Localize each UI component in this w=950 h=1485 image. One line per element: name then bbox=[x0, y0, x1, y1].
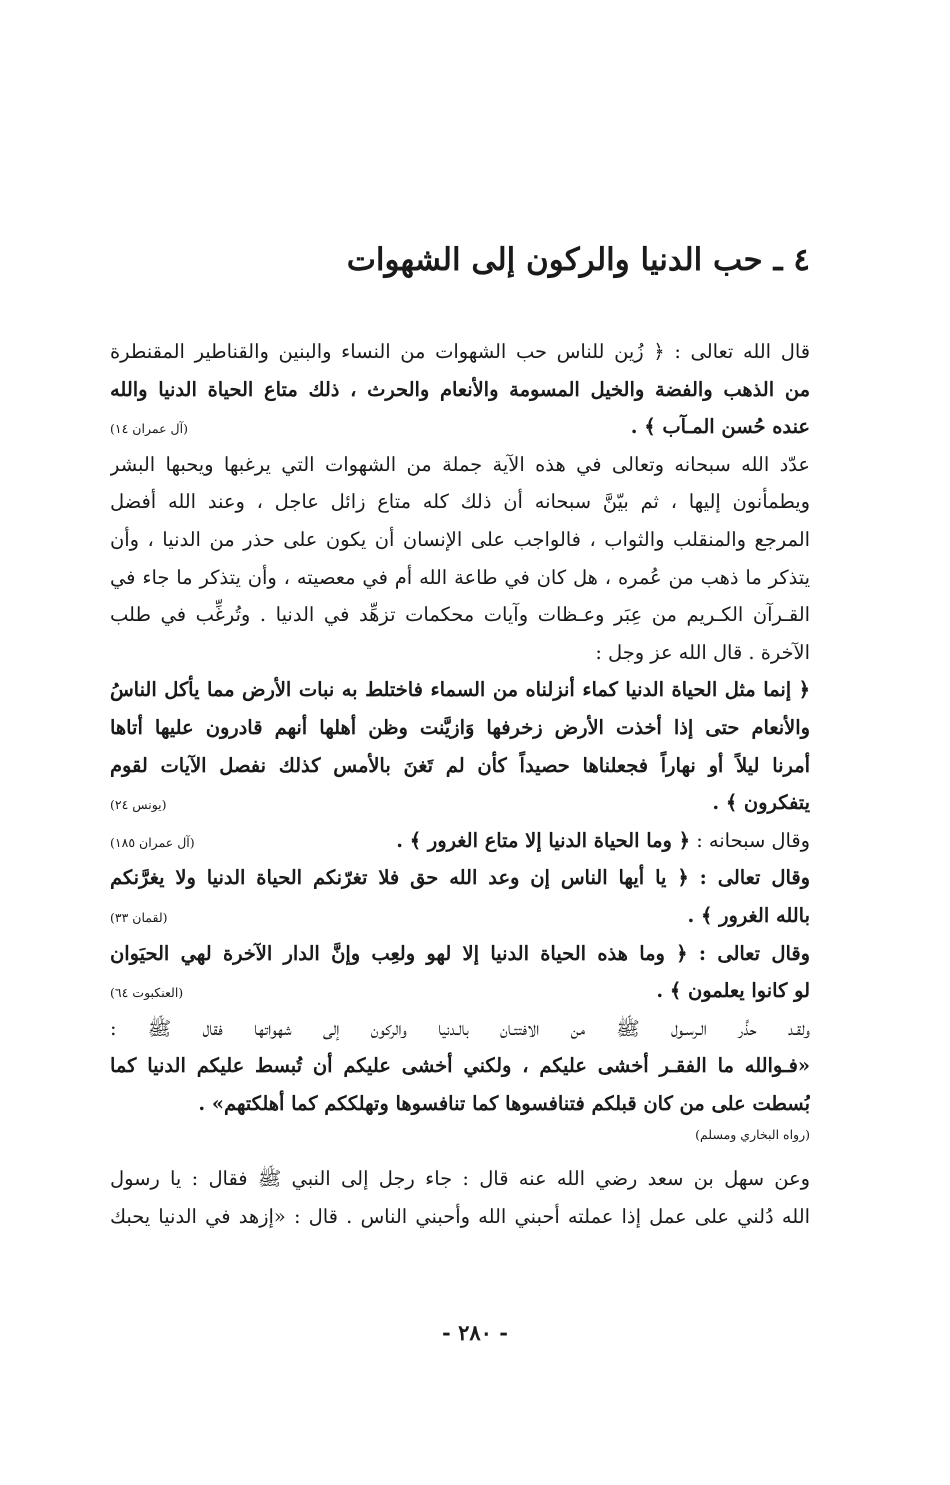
hadith-line: بُسطت على من كان قبلكم فتنافسوها كما تنافسوها وتهلككم كما أهلكتهم» . bbox=[198, 1091, 810, 1115]
verse-line: وقال تعالى : ﴿ وما هذه الحياة الدنيا إلا لهو ولعِب وإنَّ الدار الآخرة لهي الحيَوان bbox=[110, 941, 810, 965]
verse-reference: (آل عمران ١٨٥) bbox=[110, 834, 195, 850]
verse-line: وقال تعالى : ﴿ يا أيها الناس إن وعد الله حق فلا تغرّنكم الحياة الدنيا ولا يغرَّنكم bbox=[110, 866, 810, 890]
verse-reference: (العنكبوت ٦٤) bbox=[110, 985, 184, 1001]
verse-end: بالله الغرور ﴾ . bbox=[687, 903, 810, 927]
text-line: عدّد الله سبحانه وتعالى في هذه الآية جملة من الشهوات التي يرغبها ويحبها البشر bbox=[110, 452, 810, 476]
text-line: ولقـد حذَّر الـرسـول ﷺ من الافتتـان بالـدنيا والركون إلى شهواتها فقال ﷺ : bbox=[110, 1016, 810, 1040]
text-line bbox=[110, 784, 810, 822]
text-line bbox=[110, 897, 810, 935]
page-body bbox=[110, 333, 810, 1236]
verse-end: عنده حُسن المـآب ﴾ . bbox=[630, 415, 810, 439]
verse-reference: (آل عمران ١٤) bbox=[110, 421, 188, 437]
section-title: ٤ ـ حب الدنيا والركون إلى الشهوات bbox=[346, 242, 810, 278]
text-line bbox=[110, 822, 810, 860]
verse-end: لو كانوا يعلمون ﴾ . bbox=[656, 979, 810, 1003]
text-line: القـرآن الكـريم من عِبَر وعـظات وآيات محكمات تزهِّد في الدنيا . وتُرغِّب في طلب bbox=[110, 603, 810, 627]
text-line: من الذهب والفضة والخيل المسومة والأنعام والحرث ، ذلك متاع الحياة الدنيا والله bbox=[110, 377, 810, 401]
verse-text: ﴿ وما الحياة الدنيا إلا متاع الغرور ﴾ . bbox=[396, 828, 691, 852]
verse-end: يتفكرون ﴾ . bbox=[712, 791, 810, 815]
text-line: ويطمأنون إليها ، ثم بيّنَّ سبحانه أن ذلك كله متاع زائل عاجل ، وعند الله أفضل bbox=[110, 490, 810, 514]
text-line: الله دُلني على عمل إذا عملته أحبني الله وأحبني الناس . قال : «إزهد في الدنيا يحبك bbox=[110, 1205, 810, 1229]
verse-line: والأنعام حتى إذا أخذت الأرض زخرفها وَازيَّنت وظن أهلها أنهم قادرون عليها أتاها bbox=[110, 715, 810, 739]
hadith-source: (رواه البخاري ومسلم) bbox=[695, 1127, 810, 1143]
verse-intro bbox=[396, 822, 810, 860]
spacer bbox=[110, 1148, 810, 1160]
verse-reference: (لقمان ٣٣) bbox=[110, 909, 168, 925]
text-line: الآخرة . قال الله عز وجل : bbox=[595, 640, 810, 664]
text-line: يتذكر ما ذهب من عُمره ، هل كان في طاعة الله أم في معصيته ، وأن يتذكر ما جاء في bbox=[110, 565, 810, 589]
text-line: المرجع والمنقلب والثواب ، فالواجب على الإنسان أن يكون على حذر من الدنيا ، وأن bbox=[110, 527, 810, 551]
verse-line: ﴿ إنما مثل الحياة الدنيا كماء أنزلناه من السماء فاختلط به نبات الأرض مما يأكل الناسُ bbox=[110, 678, 810, 702]
text-line: قال الله تعالى : ﴿ زُين للناس حب الشهوات من النساء والبنين والقناطير المقنطرة bbox=[110, 340, 810, 363]
verse-line: أمرنا ليلاً أو نهاراً فجعلناها حصيداً كأن لم تَغنَ بالأمس كذلك نفصل الآيات لقوم bbox=[110, 753, 810, 777]
text-line: وعن سهل بن سعد رضي الله عنه قال : جاء رجل إلى النبي ﷺ فقال : يا رسول bbox=[110, 1167, 810, 1191]
text-line bbox=[110, 972, 810, 1010]
hadith-line: «فـوالله ما الفقـر أخشى عليكم ، ولكني أخشى عليكم أن تُبسط عليكم الدنيا كما bbox=[110, 1054, 810, 1078]
intro-text: وقال سبحانه : bbox=[696, 828, 810, 852]
page-number: - ٢٨٠ - bbox=[442, 1320, 508, 1345]
verse-reference: (يونس ٢٤) bbox=[110, 797, 167, 813]
text-line bbox=[110, 408, 810, 446]
